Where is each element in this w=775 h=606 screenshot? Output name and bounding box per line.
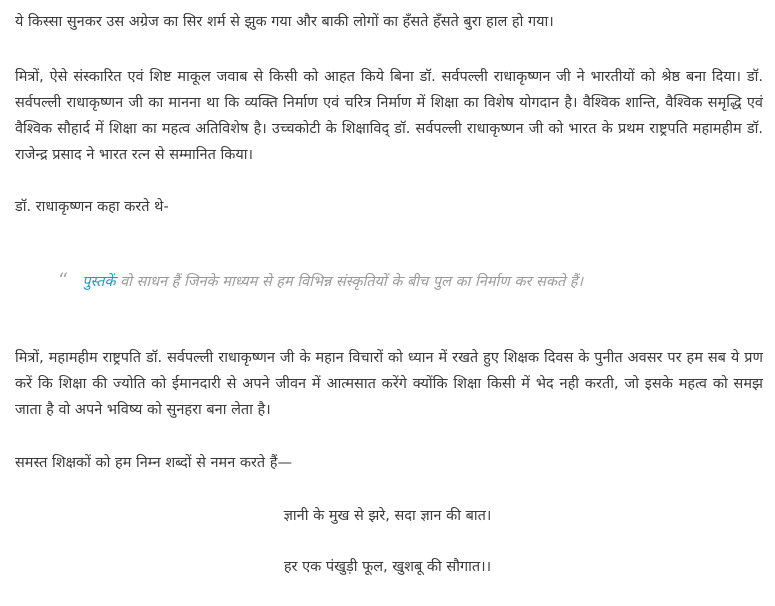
quote-mark-icon: “ bbox=[58, 268, 69, 292]
paragraph-teachers-day: मित्रों, महामहीम राष्ट्रपति डॉ. सर्वपल्ली राधाकृष्णन जी के महान विचारों को ध्यान में रखते हुए शिक्षक दिवस के पुनीत अवसर पर हम सब ये प्रण करें कि शिक्षा की ज्योति को ईमानदारी से अपने जीवन में आत्मसात करेंगे क्योंकि शिक्षा किसी में भेद नही करती, जो इसके महत्व को समझ जाता है वो अपने भविष्य को सुनहरा बना लेता है। bbox=[15, 350, 763, 418]
paragraph-quote-lead: डॉ. राधाकृष्णन कहा करते थे- bbox=[15, 199, 169, 215]
paragraph-intro: ये किस्सा सुनकर उस अग्रेज का सिर शर्म से झुक गया और बाकी लोगों का हँसते हँसते बुरा हाल हो गया। bbox=[15, 14, 554, 30]
couplet-line-1: ज्ञानी के मुख से झरे, सदा ज्ञान की बात। bbox=[283, 508, 492, 524]
paragraph-radhakrishnan: मित्रों, ऐसे संस्कारित एवं शिष्ट माकूल जवाब से किसी को आहत किये बिना डॉ. सर्वपल्ली राधाकृष्णन जी ने भारतीयों को श्रेष्ठ बना दिया। डॉ. सर्वपल्ली राधाकृष्णन जी का मानना था कि व्यक्ति निर्माण एवं चरित्र निर्माण में शिक्षा का विशेष योगदान है। वैश्विक शान्ति, वैश्विक समृद्धि एवं वैश्विक सौहार्द में शिक्षा का महत्व अतिविशेष है। उच्चकोटी के शिक्षाविद् डॉ. सर्वपल्ली राधाकृष्णन जी को भारत के प्रथम राष्ट्रपति महामहीम डॉ. राजेन्द्र प्रसाद ने भारत रत्न से सम्मानित किया। bbox=[15, 69, 763, 163]
books-link[interactable]: पुस्तकें bbox=[82, 274, 116, 290]
blockquote bbox=[58, 266, 758, 295]
quote-text: वो साधन हैं जिनके माध्यम से हम विभिन्न संस्कृतियों के बीच पुल का निर्माण कर सकते हैं। bbox=[115, 274, 584, 290]
paragraph-tribute: समस्त शिक्षकों को हम निम्न शब्दों से नमन करते हैं— bbox=[15, 455, 293, 471]
couplet-line-2: हर एक पंखुड़ी फूल, खुशबू की सौगात।। bbox=[283, 559, 492, 575]
